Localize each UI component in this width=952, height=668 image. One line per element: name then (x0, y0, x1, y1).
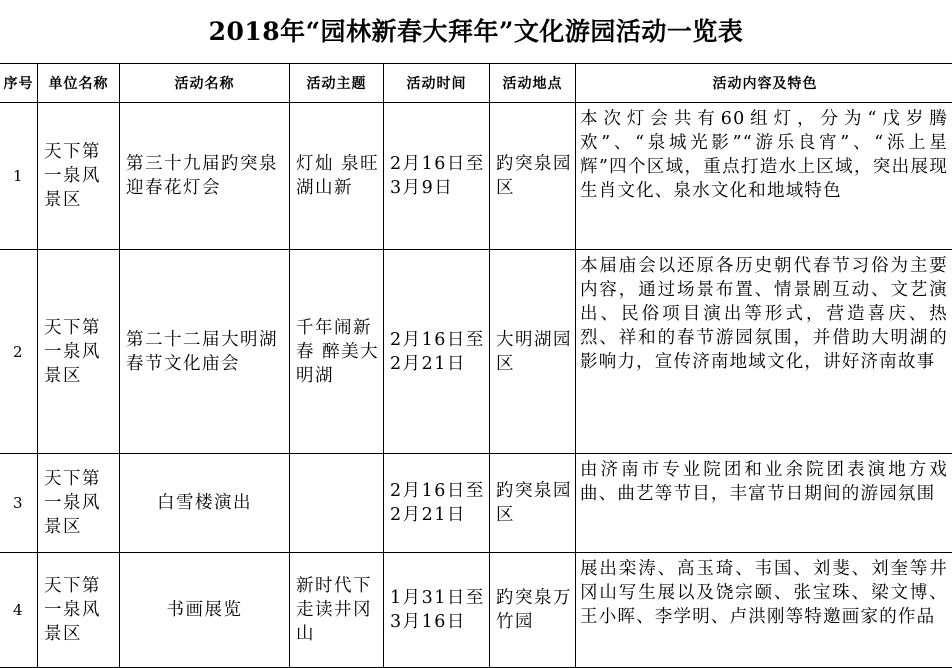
cell-content: 本次灯会共有60组灯，分为“戊岁腾欢”、“泉城光影”“游乐良宵”、“泺上星辉”四个区域，重点打造水上区域，突出展现生肖文化、泉水文化和地域特色 (576, 103, 952, 250)
cell-index: 1 (0, 103, 38, 250)
header-content: 活动内容及特色 (576, 64, 952, 103)
table-row (0, 103, 952, 250)
page-title: 2018年“园林新春大拜年”文化游园活动一览表 (0, 12, 952, 48)
cell-time: 2月16日至2月21日 (384, 454, 490, 553)
header-name: 活动名称 (120, 64, 290, 103)
cell-name: 书画展览 (120, 553, 290, 668)
cell-index: 3 (0, 454, 38, 553)
cell-unit: 天下第一泉风景区 (38, 553, 120, 668)
cell-index: 4 (0, 553, 38, 668)
cell-place: 趵突泉园区 (490, 103, 576, 250)
cell-theme: 新时代下走读井冈山 (290, 553, 384, 668)
header-time: 活动时间 (384, 64, 490, 103)
cell-name: 第二十二届大明湖春节文化庙会 (120, 250, 290, 454)
activity-table (0, 63, 952, 668)
cell-content: 展出栾涛、高玉琦、韦国、刘斐、刘奎等井冈山写生展以及饶宗颐、张宝珠、梁文博、王小晖、李学明、卢洪刚等特邀画家的作品 (576, 553, 952, 668)
cell-unit: 天下第一泉风景区 (38, 250, 120, 454)
cell-unit: 天下第一泉风景区 (38, 454, 120, 553)
cell-place: 趵突泉园区 (490, 454, 576, 553)
cell-index: 2 (0, 250, 38, 454)
cell-time: 2月16日至2月21日 (384, 250, 490, 454)
cell-theme: 千年闹新春 醉美大明湖 (290, 250, 384, 454)
cell-content: 由济南市专业院团和业余院团表演地方戏曲、曲艺等节目，丰富节日期间的游园氛围 (576, 454, 952, 553)
cell-theme (290, 454, 384, 553)
cell-name: 第三十九届趵突泉迎春花灯会 (120, 103, 290, 250)
cell-unit: 天下第一泉风景区 (38, 103, 120, 250)
header-theme: 活动主题 (290, 64, 384, 103)
table-row (0, 553, 952, 668)
cell-place: 大明湖园区 (490, 250, 576, 454)
cell-time: 2月16日至3月9日 (384, 103, 490, 250)
table-row (0, 454, 952, 553)
header-unit: 单位名称 (38, 64, 120, 103)
table-row (0, 250, 952, 454)
header-row (0, 64, 952, 103)
cell-name: 白雪楼演出 (120, 454, 290, 553)
cell-time: 1月31日至3月16日 (384, 553, 490, 668)
cell-place: 趵突泉万竹园 (490, 553, 576, 668)
cell-content: 本届庙会以还原各历史朝代春节习俗为主要内容，通过场景布置、情景剧互动、文艺演出、民俗项目演出等形式，营造喜庆、热烈、祥和的春节游园氛围，并借助大明湖的影响力，宣传济南地域文化，讲好济南故事 (576, 250, 952, 454)
header-place: 活动地点 (490, 64, 576, 103)
header-index: 序号 (0, 64, 38, 103)
cell-theme: 灯灿 泉旺 湖山新 (290, 103, 384, 250)
